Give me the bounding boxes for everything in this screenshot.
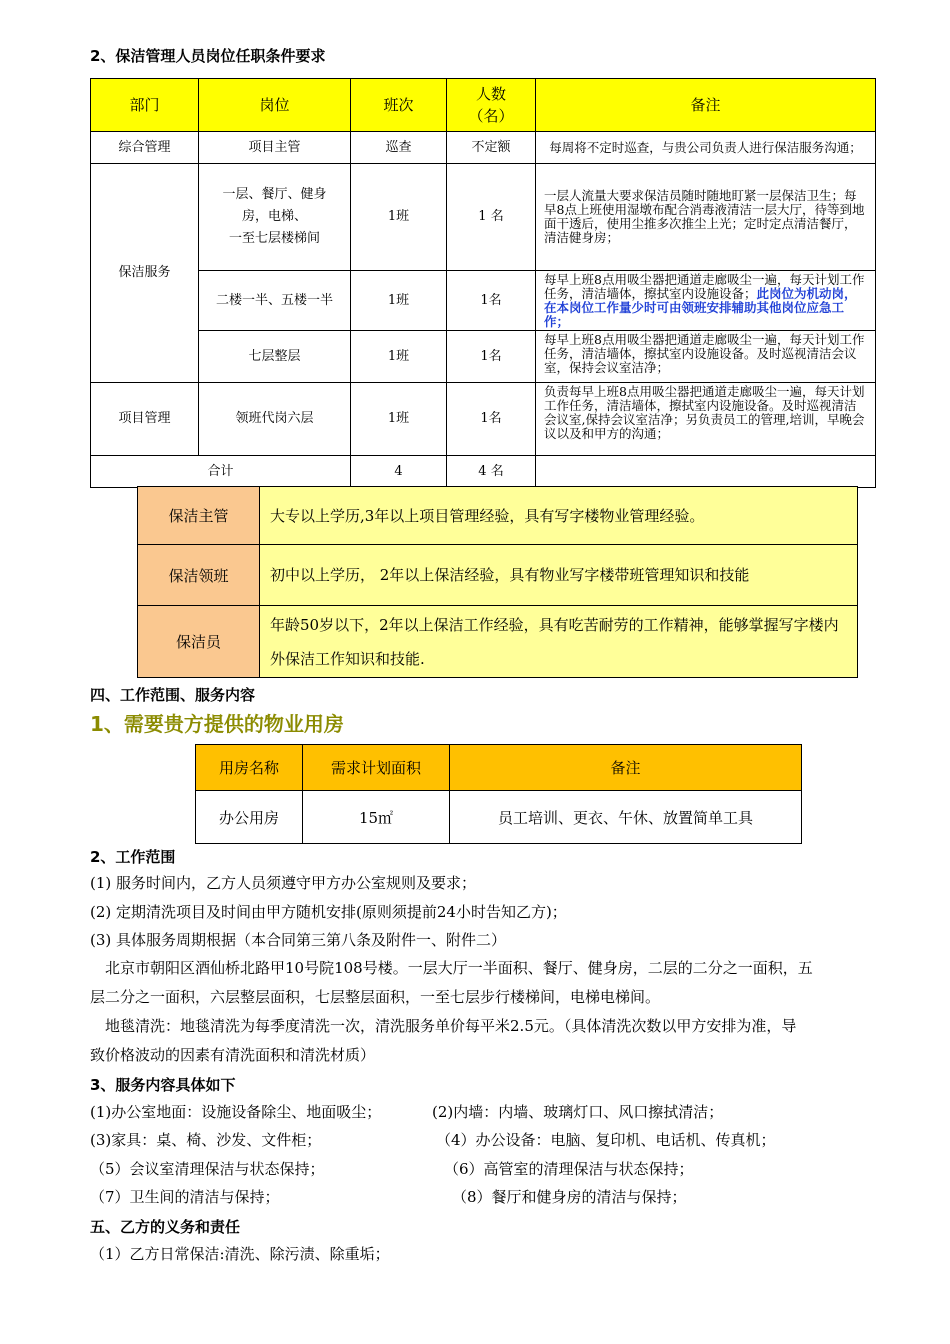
header-post: 岗位 xyxy=(199,79,351,132)
obligation-item: （1）乙方日常保洁:清洗、除污渍、除重垢； xyxy=(90,1245,390,1263)
table-row xyxy=(91,271,876,331)
scope-paragraph-line: 北京市朝阳区酒仙桥北路甲10号院108号楼。一层大厅一半面积、餐厅、健身房，二层的二分之一面积，五 xyxy=(105,959,813,977)
count-cell: 1名 xyxy=(447,271,536,331)
table-row xyxy=(91,331,876,383)
note-cell xyxy=(536,271,876,331)
shift-cell: 1班 xyxy=(351,383,447,456)
room-name-cell: 办公用房 xyxy=(196,791,303,844)
table-row xyxy=(138,545,858,606)
section4-title: 四、工作范围、服务内容 xyxy=(90,686,256,704)
header-room-note: 备注 xyxy=(450,745,802,791)
role-cell: 保洁领班 xyxy=(138,545,260,606)
section5-title: 五、乙方的义务和责任 xyxy=(90,1218,241,1236)
header-area: 需求计划面积 xyxy=(303,745,450,791)
requirement-cell: 年龄50岁以下，2年以上保洁工作经验，具有吃苦耐劳的工作精神，能够掌握写字楼内外保洁工作知识和技能. xyxy=(260,606,858,678)
table-row xyxy=(138,606,858,678)
count-cell: 1名 xyxy=(447,383,536,456)
post-cell xyxy=(199,164,351,271)
scope-paragraph-line: 致价格波动的因素有清洗面积和清洗材质） xyxy=(90,1046,376,1064)
dept-cell: 项目管理 xyxy=(91,383,199,456)
room-note-cell: 员工培训、更衣、午休、放置简单工具 xyxy=(450,791,802,844)
note-cell: 每周将不定时巡查，与贵公司负责人进行保洁服务沟通； xyxy=(536,132,876,164)
header-people xyxy=(447,79,536,132)
table-row xyxy=(91,383,876,456)
staffing-table xyxy=(90,78,876,488)
staff-requirements-title: 2、保洁管理人员岗位任职条件要求 xyxy=(90,47,326,65)
table-row xyxy=(196,791,802,844)
post-cell: 项目主管 xyxy=(199,132,351,164)
table-header-row xyxy=(196,745,802,791)
shift-cell: 1班 xyxy=(351,331,447,383)
total-count: 4 名 xyxy=(447,456,536,488)
table-row xyxy=(138,487,858,545)
note-cell: 负责每早上班8点用吸尘器把通道走廊吸尘一遍，每天计划工作任务，清洁墙体，擦拭室内设施设备。及时巡视清洁会议室,保持会议室洁净；另负责员工的管理,培训，早晚会议以及和甲方的沟通； xyxy=(536,383,876,456)
count-cell: 1 名 xyxy=(447,164,536,271)
service-item: (3)家具：桌、椅、沙发、文件柜； xyxy=(90,1131,322,1149)
role-cell: 保洁员 xyxy=(138,606,260,678)
header-people-line2: （名） xyxy=(468,107,514,125)
table-row xyxy=(91,164,876,271)
total-row xyxy=(91,456,876,488)
scope-item: (2) 定期清洗项目及时间由甲方随机安排(原则须提前24小时告知乙方)； xyxy=(90,903,567,921)
header-room-name: 用房名称 xyxy=(196,745,303,791)
role-cell: 保洁主管 xyxy=(138,487,260,545)
post-line: 房，电梯、 xyxy=(241,209,307,224)
count-cell: 不定额 xyxy=(447,132,536,164)
dept-cell: 保洁服务 xyxy=(91,164,199,383)
room-area-cell: 15㎡ xyxy=(303,791,450,844)
header-dept: 部门 xyxy=(91,79,199,132)
total-note xyxy=(536,456,876,488)
section4-1-title: 1、需要贵方提供的物业用房 xyxy=(90,712,344,736)
service-item: （4）办公设备：电脑、复印机、电话机、传真机； xyxy=(436,1131,776,1149)
requirement-cell: 大专以上学历,3年以上项目管理经验，具有写字楼物业管理经验。 xyxy=(260,487,858,545)
qualification-table xyxy=(137,486,858,678)
header-note: 备注 xyxy=(536,79,876,132)
service-item: （6）高管室的清理保洁与状态保持； xyxy=(444,1160,694,1178)
service-item: (2)内墙：内墙、玻璃灯口、风口擦拭清洁； xyxy=(432,1103,724,1121)
post-cell: 二楼一半、五楼一半 xyxy=(199,271,351,331)
room-table xyxy=(195,744,802,844)
note-cell: 一层人流量大要求保洁员随时随地盯紧一层保洁卫生；每早8点上班使用湿墩布配合消毒液清洁一层大厅，待等到地面干透后，使用尘推多次推尘上光；定时定点清洁餐厅，清洁健身房； xyxy=(536,164,876,271)
section4-3-title: 3、服务内容具体如下 xyxy=(90,1076,236,1094)
header-people-line1: 人数 xyxy=(475,85,506,103)
service-item: （7）卫生间的清洁与保持； xyxy=(90,1188,280,1206)
shift-cell: 巡查 xyxy=(351,132,447,164)
scope-paragraph-line: 地毯清洗：地毯清洗为每季度清洗一次，清洗服务单价每平米2.5元。（具体清洗次数以甲方安排为准，导 xyxy=(105,1017,797,1035)
count-cell: 1名 xyxy=(447,331,536,383)
post-cell: 七层整层 xyxy=(199,331,351,383)
header-shift: 班次 xyxy=(351,79,447,132)
scope-item: (1) 服务时间内，乙方人员须遵守甲方办公室规则及要求； xyxy=(90,874,477,892)
post-line: 一层、餐厅、健身 xyxy=(222,187,327,202)
table-row xyxy=(91,132,876,164)
note-cell: 每早上班8点用吸尘器把通道走廊吸尘一遍，每天计划工作任务，清洁墙体，擦拭室内设施设备。及时巡视清洁会议室，保持会议室洁净； xyxy=(536,331,876,383)
total-label: 合计 xyxy=(91,456,351,488)
shift-cell: 1班 xyxy=(351,271,447,331)
service-item: (1)办公室地面：设施设备除尘、地面吸尘； xyxy=(90,1103,382,1121)
note-emphasis: 此岗位为机动岗，在本岗位工作量少时可由领班安排辅助其他岗位应急工作； xyxy=(544,286,857,329)
post-cell: 领班代岗六层 xyxy=(199,383,351,456)
scope-item: (3) 具体服务周期根据（本合同第三第八条及附件一、附件二） xyxy=(90,931,507,949)
total-shift: 4 xyxy=(351,456,447,488)
service-item: （8）餐厅和健身房的清洁与保持； xyxy=(452,1188,687,1206)
note-text: 每早上班8点用吸尘器把通道走廊吸尘一遍，每天计划工作任务，清洁墙体，擦拭室内设施设备； xyxy=(544,272,865,301)
shift-cell: 1班 xyxy=(351,164,447,271)
scope-paragraph-line: 层二分之一面积，六层整层面积，七层整层面积，一至七层步行楼梯间，电梯电梯间。 xyxy=(90,988,661,1006)
dept-cell: 综合管理 xyxy=(91,132,199,164)
service-item: （5）会议室清理保洁与状态保持； xyxy=(90,1160,325,1178)
requirement-cell: 初中以上学历， 2年以上保洁经验，具有物业写字楼带班管理知识和技能 xyxy=(260,545,858,606)
section4-2-title: 2、工作范围 xyxy=(90,848,176,866)
post-line: 一至七层楼梯间 xyxy=(228,231,320,246)
